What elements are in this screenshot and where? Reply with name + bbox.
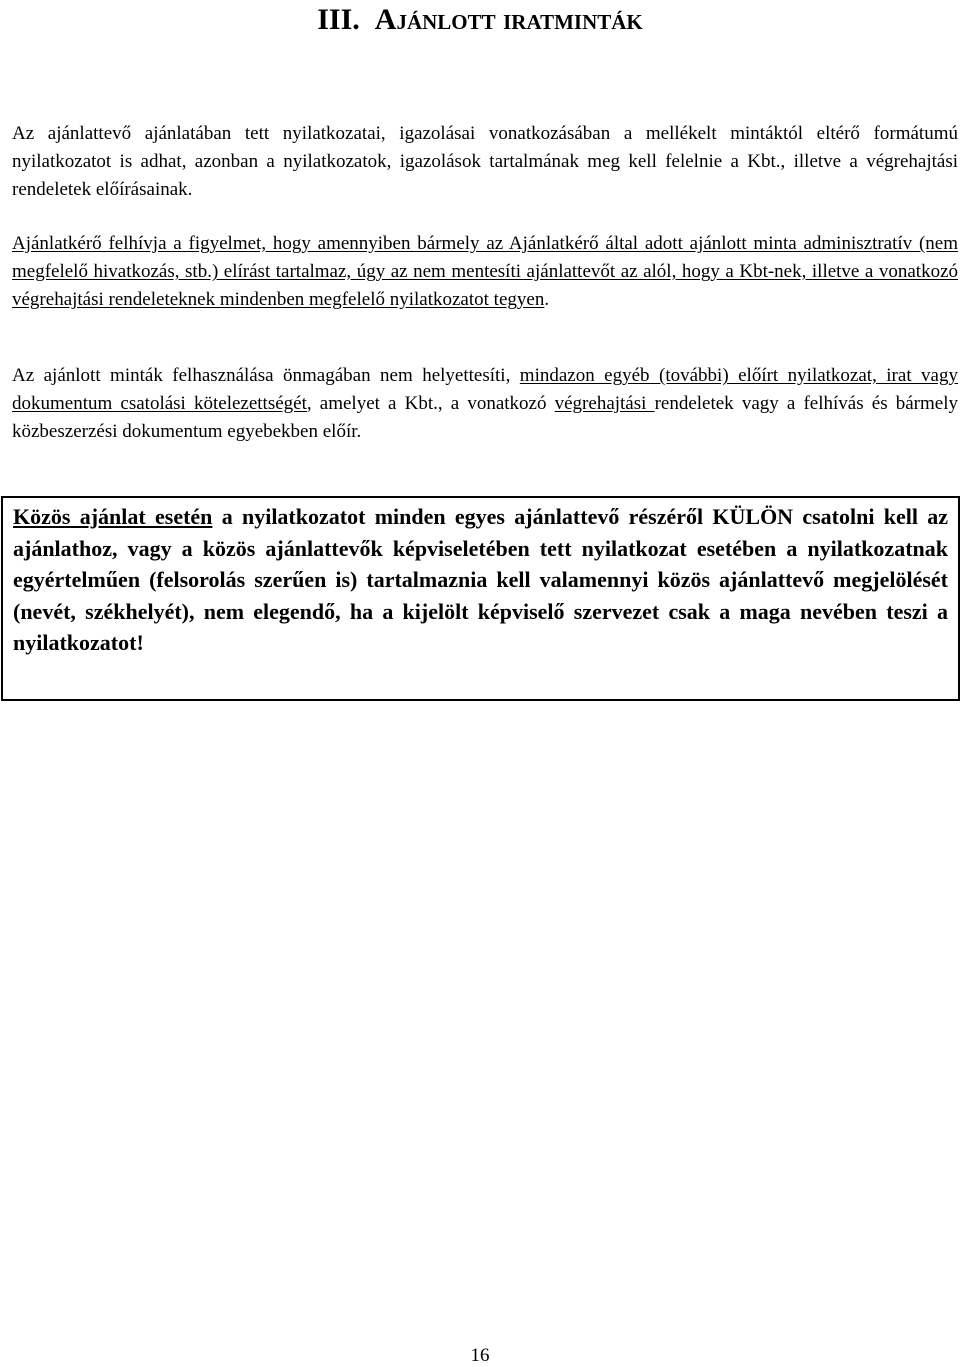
page-number: 16 [470,1345,490,1366]
paragraph-administrative-errors [12,230,958,314]
section-title: Ajánlott iratminták [374,3,643,36]
section-numeral: III. [317,3,360,36]
section-heading [0,0,960,40]
underlined-text: végrehajtási [554,393,655,414]
notice-text [13,501,948,659]
paragraph-sample-usage [12,362,958,446]
paragraph-text: . [544,289,550,310]
underlined-text: Közös ajánlat esetén [13,504,213,529]
paragraph-text: rendeletek vagy a felhívás és bármely közbeszerzési dokumentum egyebekben előír. [12,393,958,442]
notice-body: a nyilatkozatot minden egyes ajánlattevő részéről KÜLÖN csatolni kell az ajánlathoz, vagy a közös ajánlattevők képviseletében tett nyilatkozat esetében a nyilatkozatnak egyértelműen (felsorolás szerűen is) tartalmaznia kell valamennyi közös ajánlattevő megjelölését (nevét, székhelyét), nem elegendő, ha a kijelölt képviselő szervezet csak a maga nevében teszi a nyilatkozatot! [13,504,948,655]
joint-bid-notice-box [1,496,960,701]
underlined-text: mindazon egyéb (további) előírt nyilatkozat, irat vagy dokumentum csatolási kötelezettségét [12,365,958,414]
paragraph-alternative-formats: Az ajánlattevő ajánlatában tett nyilatkozatai, igazolásai vonatkozásában a mellékelt mintáktól eltérő formátumú nyilatkozatot is adhat, azonban a nyilatkozatok, igazolások tartalmának meg kell felelnie a Kbt., illetve a végrehajtási rendeletek előírásainak. [12,123,958,200]
paragraph-text: , amelyet a Kbt., a vonatkozó [306,393,555,414]
paragraph-text: Az ajánlott minták felhasználása önmagában nem helyettesíti, [12,365,520,386]
underlined-text: Ajánlatkérő felhívja a figyelmet, hogy amennyiben bármely az Ajánlatkérő által adott ajánlott minta adminisztratív (nem megfelelő hivatkozás, stb.) elírást tartalmaz, úgy az nem mentesíti ajánlattevőt az alól, hogy a Kbt-nek, illetve a vonatkozó végrehajtási rendeleteknek mindenben megfelelő nyilatkozatot tegyen [12,233,958,310]
